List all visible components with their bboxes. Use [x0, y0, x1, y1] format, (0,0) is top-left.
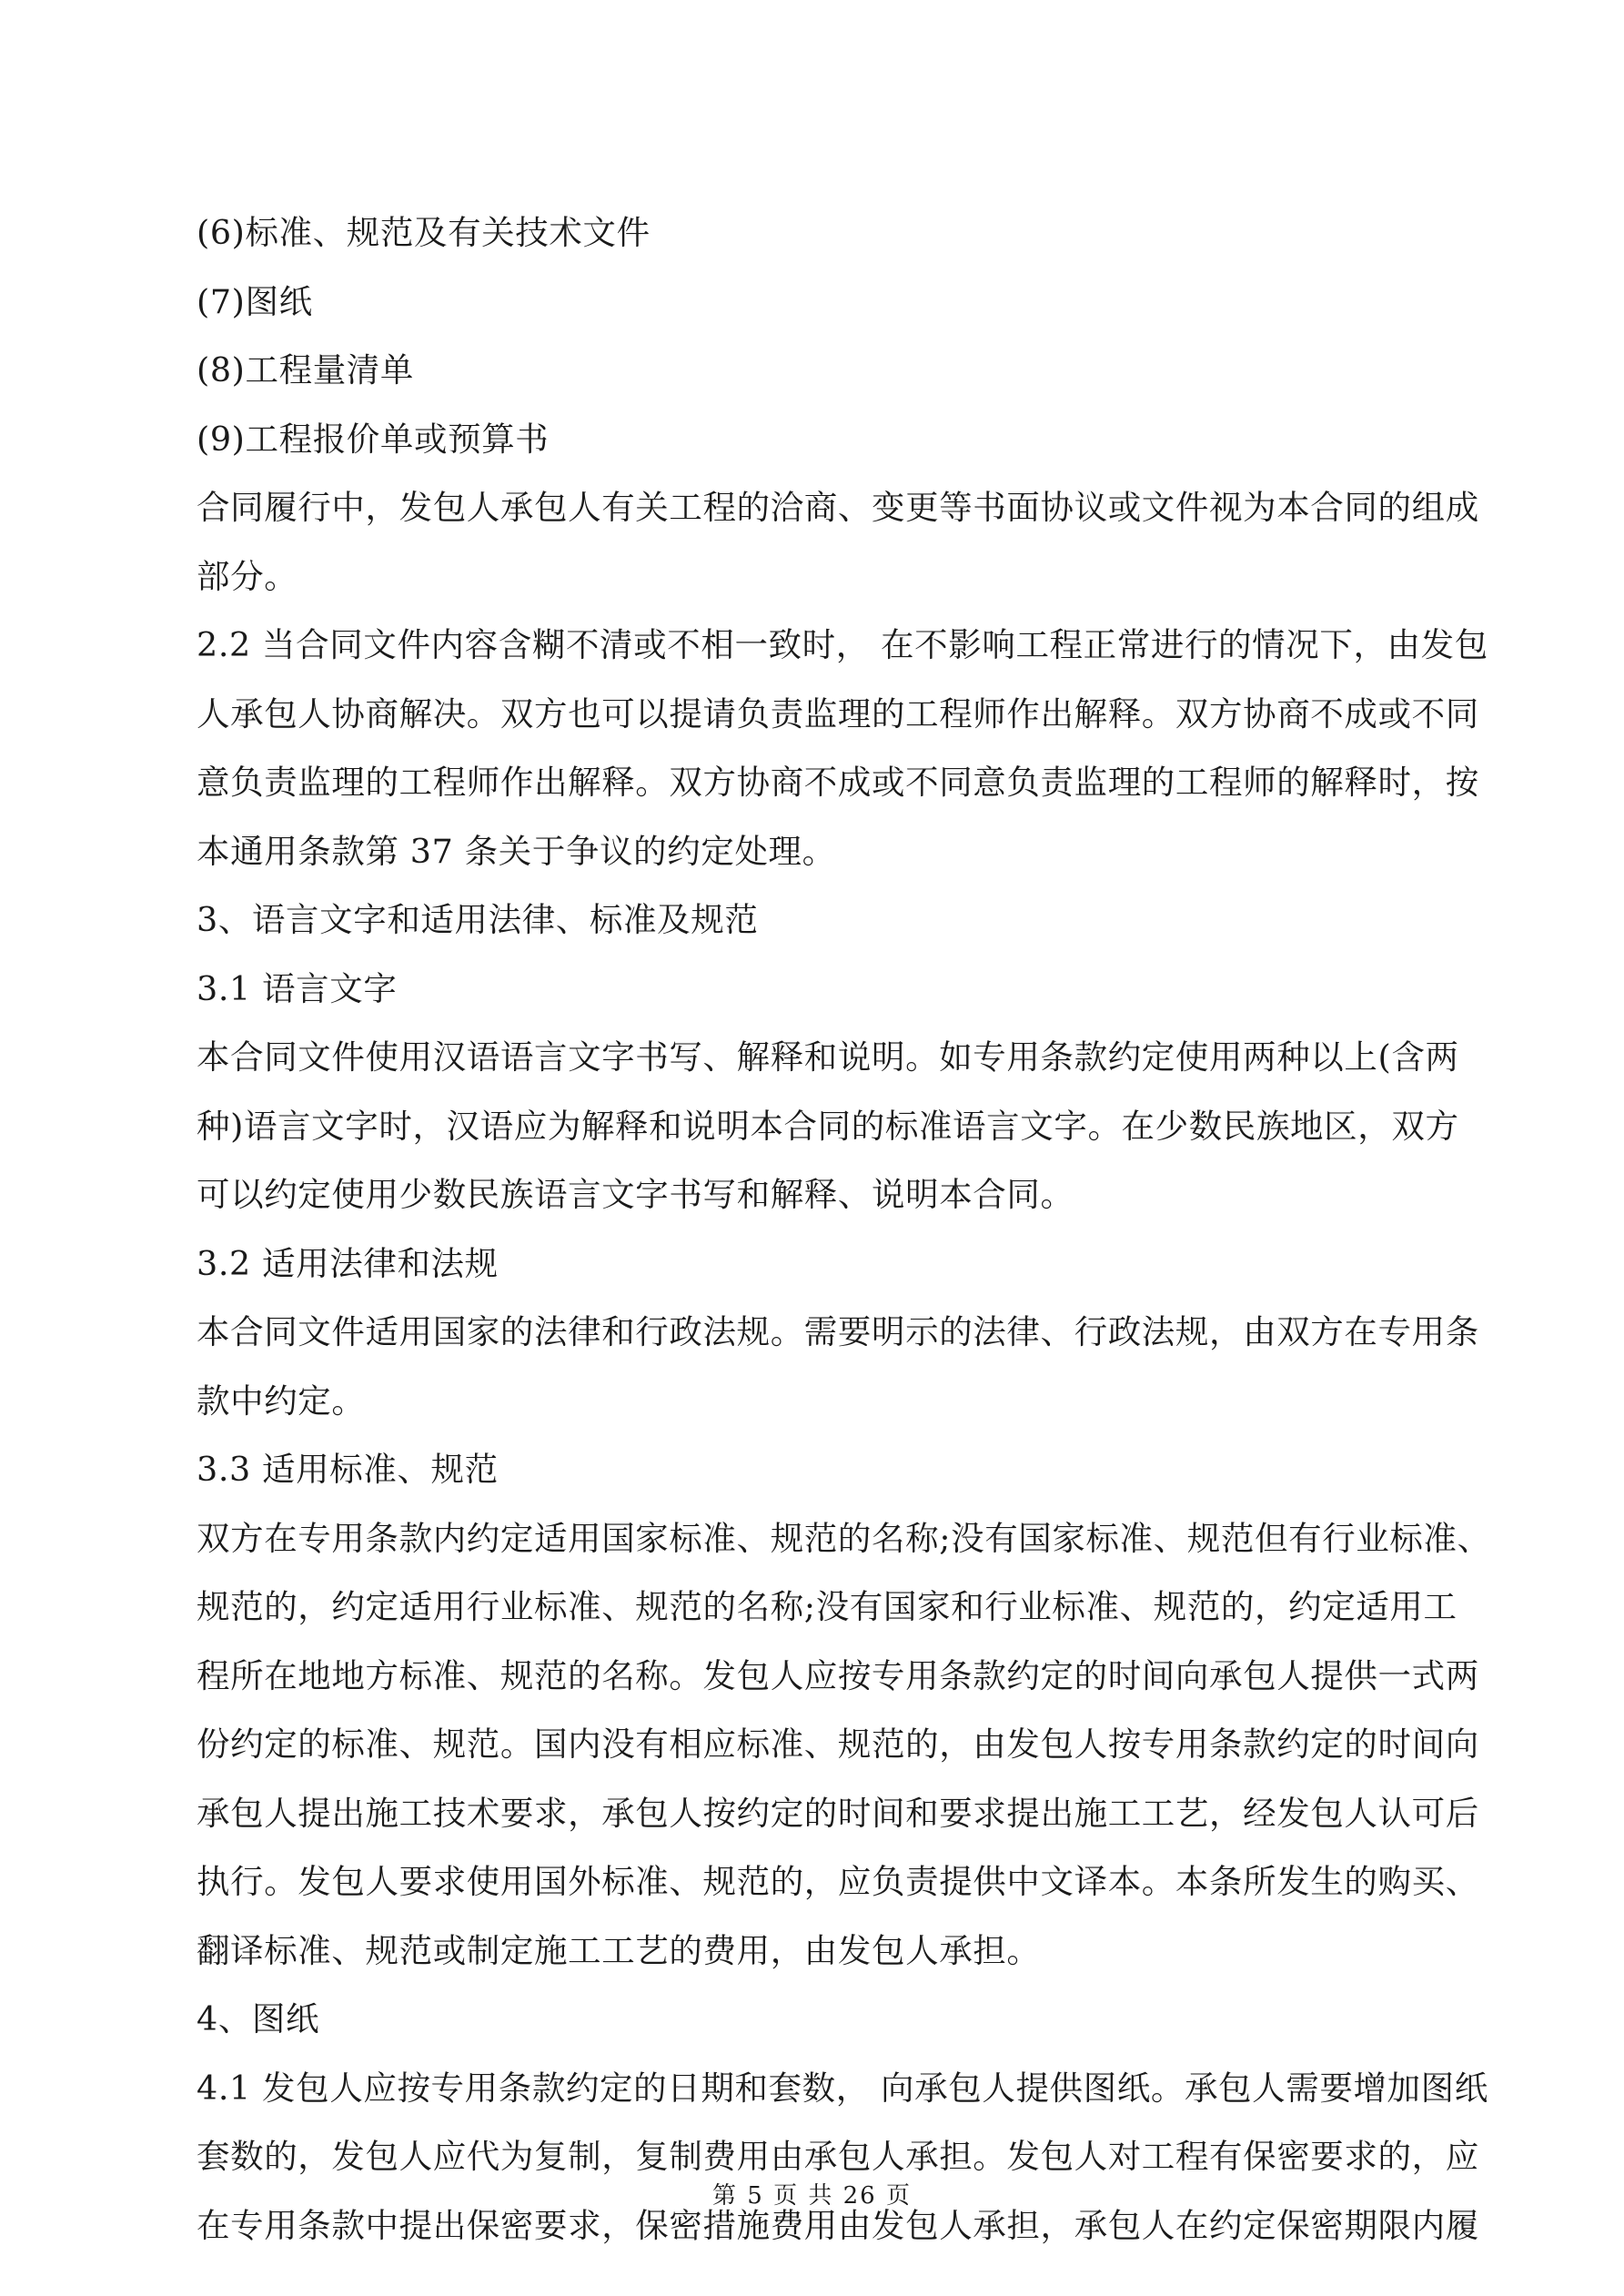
- text-line: 翻译标准、规范或制定施工工艺的费用，由发包人承担。: [197, 1930, 1041, 1970]
- text-block: [197, 198, 1491, 2260]
- text-line: 双方在专用条款内约定适用国家标准、规范的名称;没有国家标准、规范但有行业标准、: [197, 1518, 1491, 1558]
- text-line: 可以约定使用少数民族语言文字书写和解释、说明本合同。: [197, 1175, 1074, 1214]
- text-line: 份约定的标准、规范。国内没有相应标准、规范的，由发包人按专用条款约定的时间向: [197, 1725, 1479, 1764]
- text-line: 款中约定。: [197, 1381, 366, 1421]
- text-line: 2.2 当合同文件内容含糊不清或不相一致时， 在不影响工程正常进行的情况下，由发包: [197, 625, 1488, 664]
- document-body: [197, 198, 1491, 2260]
- text-line: 本合同文件适用国家的法律和行政法规。需要明示的法律、行政法规，由双方在专用条: [197, 1312, 1479, 1351]
- text-line: 意负责监理的工程师作出解释。双方协商不成或不同意负责监理的工程师的解释时，按: [197, 763, 1479, 802]
- text-line: 在专用条款中提出保密要求，保密措施费用由发包人承担，承包人在约定保密期限内履: [197, 2205, 1479, 2245]
- text-line: (9)工程报价单或预算书: [197, 419, 550, 459]
- text-line: 人承包人协商解决。双方也可以提请负责监理的工程师作出解释。双方协商不成或不同: [197, 693, 1479, 733]
- text-line: 套数的，发包人应代为复制，复制费用由承包人承担。发包人对工程有保密要求的，应: [197, 2137, 1479, 2176]
- text-line: 执行。发包人要求使用国外标准、规范的，应负责提供中文译本。本条所发生的购买、: [197, 1862, 1479, 1901]
- section-heading: 3、语言文字和适用法律、标准及规范: [197, 900, 759, 939]
- text-line: 本合同文件使用汉语语言文字书写、解释和说明。如专用条款约定使用两种以上(含两: [197, 1037, 1459, 1077]
- text-line: 种)语言文字时，汉语应为解释和说明本合同的标准语言文字。在少数民族地区，双方: [197, 1106, 1459, 1146]
- text-line: 规范的，约定适用行业标准、规范的名称;没有国家和行业标准、规范的，约定适用工: [197, 1587, 1458, 1626]
- text-line: 本通用条款第 37 条关于争议的约定处理。: [197, 831, 836, 871]
- text-line: 承包人提出施工技术要求，承包人按约定的时间和要求提出施工工艺，经发包人认可后: [197, 1793, 1479, 1833]
- subsection-heading: 3.2 适用法律和法规: [197, 1243, 499, 1283]
- text-line: 4.1 发包人应按专用条款约定的日期和套数， 向承包人提供图纸。承包人需要增加图纸: [197, 2068, 1488, 2108]
- subsection-heading: 3.3 适用标准、规范: [197, 1450, 499, 1489]
- page-number-footer: 第 5 页 共 26 页: [712, 2182, 912, 2210]
- section-heading: 4、图纸: [197, 1999, 320, 2038]
- text-line: 合同履行中，发包人承包人有关工程的洽商、变更等书面协议或文件视为本合同的组成: [197, 488, 1479, 527]
- text-line: 部分。: [197, 556, 298, 596]
- subsection-heading: 3.1 语言文字: [197, 968, 398, 1008]
- text-line: (6)标准、规范及有关技术文件: [197, 213, 651, 252]
- text-line: (7)图纸: [197, 281, 313, 321]
- text-line: (8)工程量清单: [197, 350, 415, 389]
- text-line: 程所在地地方标准、规范的名称。发包人应按专用条款约定的时间向承包人提供一式两: [197, 1655, 1479, 1695]
